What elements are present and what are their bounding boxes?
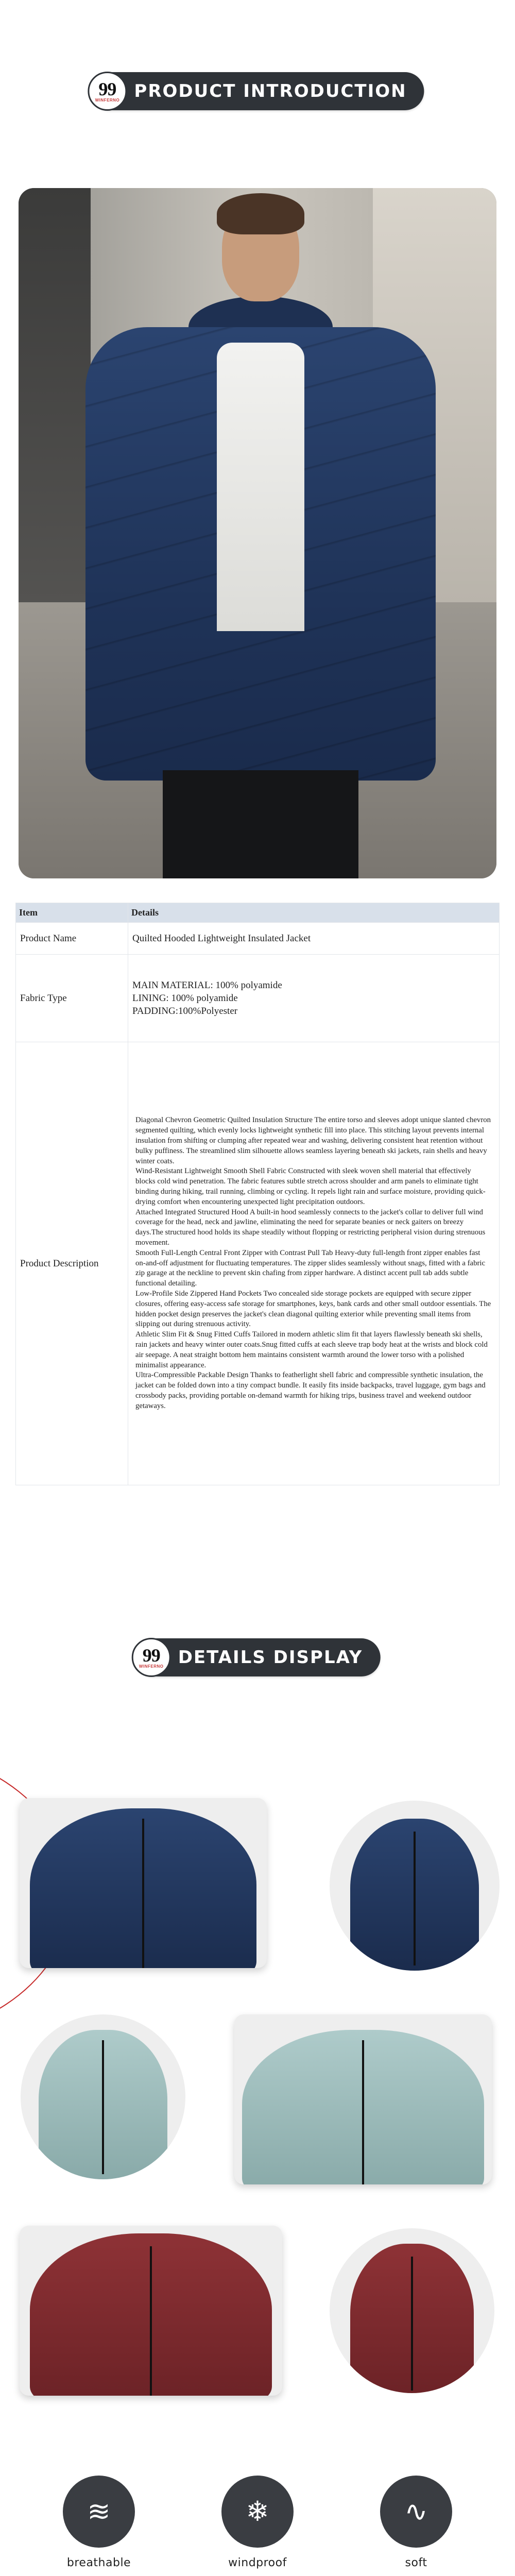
description-paragraph: Smooth Full-Length Central Front Zipper with Contrast Pull Tab Heavy-duty full-length front zipper enables fast on-and-off adjustment for fluctuating temperatures. The zipper slides seamlessly without snags, fitted with a fabric zip garage at the neckline to prevent skin chafing from zipper hardware. A distinct accent pull tab adds subtle functional detailing. [135, 1248, 486, 1288]
intro-section-title: PRODUCT INTRODUCTION [134, 81, 407, 101]
description-paragraph: Wind-Resistant Lightweight Smooth Shell Fabric Constructed with sleek woven shell material that effectively blocks cold wind penetration. The fabric features subtle stretch across shoulder and arm panels to eliminate tight binding during hiking, trail running, climbing or cycling. It repels light rain and surface moisture, providing quick-drying comfort when encountering unexpected light precipitation outdoors. [135, 1167, 486, 1206]
feature-label: breathable [66, 2556, 131, 2569]
photo-black-pants [163, 770, 358, 878]
product-name-value: Quilted Hooded Lightweight Insulated Jacket [128, 923, 500, 955]
fabric-main-material: MAIN MATERIAL: 100% polyamide [132, 980, 282, 991]
table-header-details: Details [128, 903, 500, 923]
windproof-glyph: ❄ [246, 2495, 269, 2528]
breathable-icon [63, 2476, 135, 2548]
feature-breathable [47, 2476, 150, 2570]
brand-logo-text: WINFERNO [139, 1664, 164, 1669]
brand-logo [132, 1638, 171, 1677]
soft-glyph: ∿ [404, 2495, 428, 2528]
fabric-padding: PADDING:100%Polyester [132, 1006, 238, 1016]
details-section-header [135, 1638, 381, 1676]
product-description-value [128, 1042, 500, 1485]
feature-label: windproof [228, 2556, 287, 2569]
feature-soft [365, 2476, 468, 2570]
navy-jacket-round-photo [330, 1801, 500, 1971]
description-text [132, 1113, 495, 1413]
burgundy-jacket-round-photo [330, 2228, 494, 2393]
fabric-lining: LINING: 100% polyamide [132, 993, 238, 1004]
fabric-type-value [128, 955, 500, 1042]
brand-logo-number: 99 [98, 78, 116, 99]
sage-jacket-round-photo [21, 2014, 185, 2179]
description-paragraph: Athletic Slim Fit & Snug Fitted Cuffs Tailored in modern athletic slim fit that layers flawlessly beneath ski shells, rain jackets and heavy winter outer coats.Snug fitted cuffs at each sleeve trap body heat at the wrists and block cold air seepage. A neat straight bottom hem maintains consistent warmth around the lower torso with a polished minimalist appearance. [135, 1330, 488, 1369]
table-row [16, 1042, 500, 1485]
brand-logo [88, 72, 127, 111]
hero-model-photo [19, 188, 496, 878]
burgundy-jacket-closeup-photo [20, 2226, 282, 2396]
feature-windproof [206, 2476, 309, 2570]
details-section-title: DETAILS DISPLAY [178, 1647, 363, 1668]
jacket-zipper [414, 1832, 416, 1965]
description-paragraph: Attached Integrated Structured Hood A built-in hood seamlessly connects to the jacket's collar to deliver full wind coverage for the head, neck and jawline, eliminating the need for separate beanies or neck gaiters on breezy days.The structured hood holds its shape steadily without flopping or restricting peripheral vision during strenuous movement. [135, 1208, 486, 1247]
table-row [16, 923, 500, 955]
intro-section-header [91, 72, 424, 110]
description-paragraph: Ultra-Compressible Packable Design Thanks to featherlight shell fabric and compressible synthetic insulation, the jacket can be folded down into a tiny compact bundle. It easily fits inside backpacks, travel luggage, gym bags and crossbody packs, providing portable on-demand warmth for hiking trips, business travel and weekend outdoor getaways. [135, 1371, 486, 1410]
windproof-icon [221, 2476, 294, 2548]
product-name-label: Product Name [16, 923, 128, 955]
soft-icon [380, 2476, 452, 2548]
description-paragraph: Diagonal Chevron Geometric Quilted Insulation Structure The entire torso and sleeves adopt unique slanted chevron segmented quilting, which evenly locks lightweight synthetic fill into place. This stitching layout prevents internal insulation from shifting or clumping after repeated wear and washing, delivering consistent heat retention without bulky puffiness. The streamlined slim silhouette allows seamless layering beneath ski jackets, rain shells and heavy winter coats. [135, 1116, 491, 1165]
jacket-zipper [150, 2246, 152, 2396]
breathable-glyph: ≋ [87, 2495, 111, 2528]
brand-logo-text: WINFERNO [95, 97, 120, 103]
product-spec-table [15, 903, 500, 1485]
table-row [16, 955, 500, 1042]
jacket-zipper [362, 2040, 364, 2184]
brand-logo-number: 99 [142, 1645, 160, 1666]
sage-jacket-closeup-photo [234, 2014, 492, 2184]
feature-label: soft [405, 2556, 427, 2569]
fabric-type-label: Fabric Type [16, 955, 128, 1042]
description-paragraph: Low-Profile Side Zippered Hand Pockets Two concealed side storage pockets are equipped with secure zipper closures, offering easy-access safe storage for smartphones, keys, bank cards and other small outdoor essentials. The hidden pocket design preserves the jacket's clean diagonal quilting exterior while preventing small items from slipping out during strenuous activity. [135, 1289, 491, 1329]
table-header-item: Item [16, 903, 128, 923]
photo-background-building-left [19, 188, 91, 637]
photo-model-hair [217, 193, 304, 234]
photo-white-tshirt [217, 343, 304, 631]
jacket-zipper [102, 2040, 104, 2174]
jacket-zipper [411, 2257, 413, 2391]
jacket-zipper [142, 1819, 144, 1968]
navy-jacket-closeup-photo [20, 1798, 267, 1968]
product-description-label: Product Description [16, 1042, 128, 1485]
